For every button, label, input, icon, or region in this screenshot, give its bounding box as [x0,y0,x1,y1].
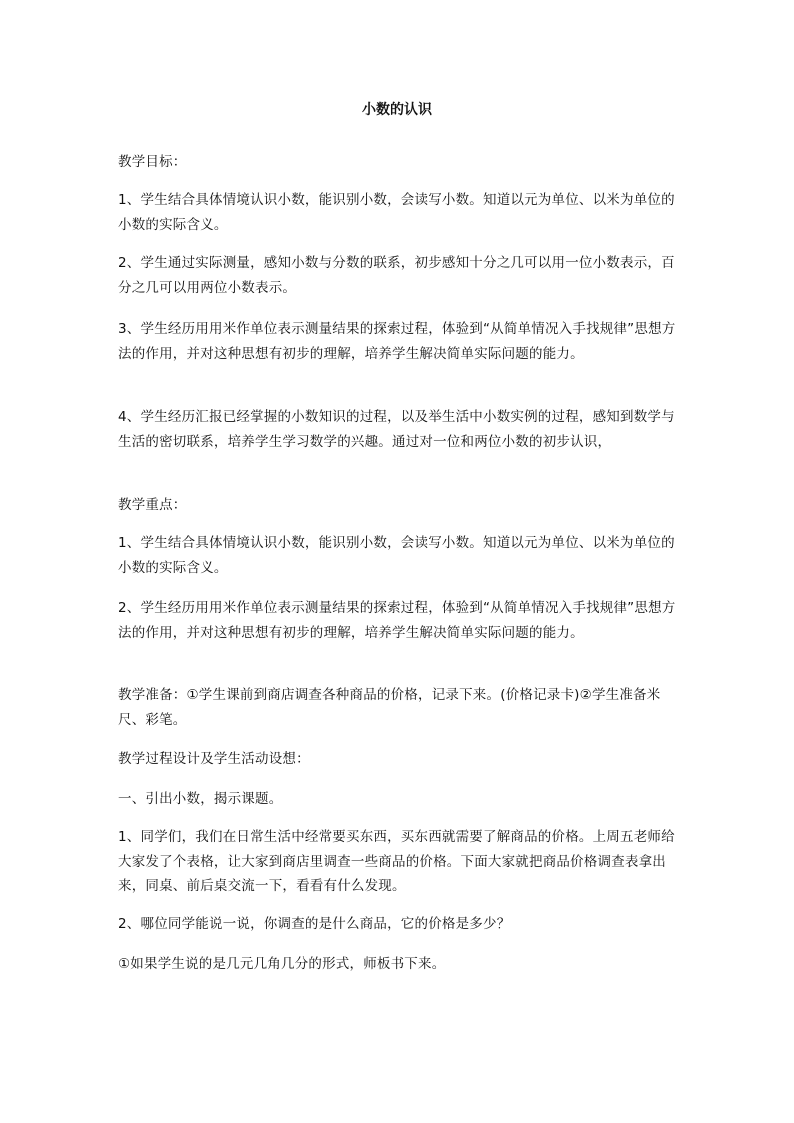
objective-paragraph-2: 2、学生通过实际测量，感知小数与分数的联系，初步感知十分之几可以用一位小数表示，百分之几可以用两位小数表示。 [118,255,675,296]
process-paragraph-1: 1、同学们，我们在日常生活中经常要买东西，买东西就需要了解商品的价格。上周五老师给大家发了个表格，让大家到商店里调查一些商品的价格。下面大家就把商品价格调查表拿出来，同桌、前后桌交流一下，看看有什么发现。 [118,829,675,894]
process-paragraph-3: ①如果学生说的是几元几角几分的形式，师板书下来。 [118,956,446,972]
section-heading-process: 教学过程设计及学生活动设想： [118,751,310,767]
document-title: 小数的认识 [362,102,432,118]
preparation-paragraph: 教学准备：①学生课前到商店调查各种商品的价格，记录下来。(价格记录卡)②学生准备米尺、彩笔。 [118,687,661,728]
process-paragraph-2: 2、哪位同学能说一说，你调查的是什么商品，它的价格是多少？ [118,916,511,932]
objective-paragraph-4: 4、学生经历汇报已经掌握的小数知识的过程，以及举生活中小数实例的过程，感知到数学与生活的密切联系，培养学生学习数学的兴趣。通过对一位和两位小数的初步认识， [118,409,675,450]
step-heading-1: 一、引出小数，揭示课题。 [118,791,283,807]
objective-paragraph-3: 3、学生经历用用米作单位表示测量结果的探索过程，体验到“从简单情况入手找规律”思想方法的作用，并对这种思想有初步的理解，培养学生解决简单实际问题的能力。 [118,321,676,362]
section-heading-objectives: 教学目标： [118,154,187,170]
objective-paragraph-1: 1、学生结合具体情境认识小数，能识别小数，会读写小数。知道以元为单位、以米为单位的小数的实际含义。 [118,192,675,233]
key-point-paragraph-2: 2、学生经历用用米作单位表示测量结果的探索过程，体验到“从简单情况入手找规律”思想方法的作用，并对这种思想有初步的理解，培养学生解决简单实际问题的能力。 [118,600,676,641]
key-point-paragraph-1: 1、学生结合具体情境认识小数，能识别小数，会读写小数。知道以元为单位、以米为单位的小数的实际含义。 [118,535,675,576]
section-heading-key-points: 教学重点： [118,497,187,513]
